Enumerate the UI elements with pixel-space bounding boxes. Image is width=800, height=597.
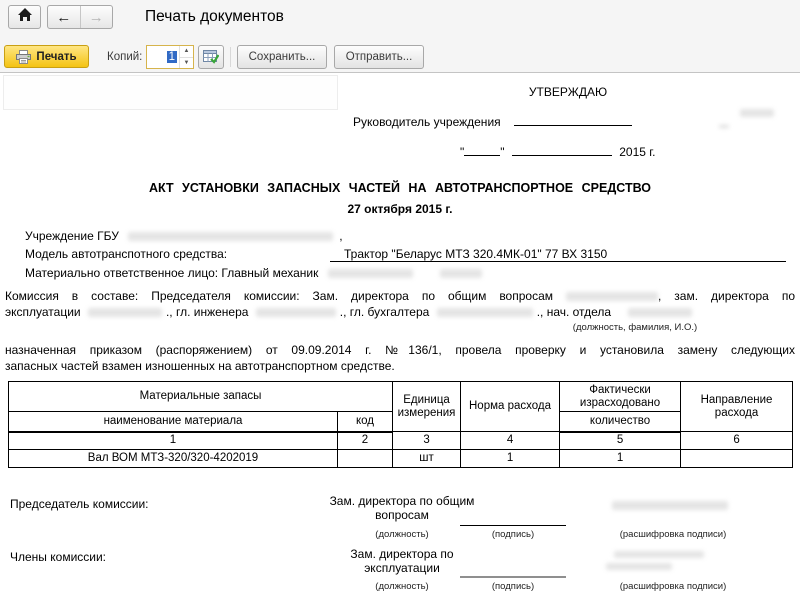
col-number: 6 <box>681 432 793 450</box>
signature-role-2: Члены комиссии: <box>10 550 107 564</box>
redacted-signer-name-2b <box>606 563 672 570</box>
signature-line-1 <box>460 511 566 526</box>
forward-button[interactable] <box>81 6 113 28</box>
model-label: Модель автотранспотного средства: <box>25 247 228 261</box>
header-direction: Направление расхода <box>681 382 793 432</box>
page-title: Печать документов <box>145 8 284 25</box>
copies-spin-arrows <box>179 46 193 68</box>
redacted-responsible <box>328 269 413 278</box>
spin-up-icon: ▲ <box>183 48 190 55</box>
responsible-label: Материально ответственное лицо: Главный механик <box>25 266 319 280</box>
sign-caption-1: (подпись) <box>491 529 535 540</box>
header-material-group: Материальные запасы <box>9 382 393 412</box>
spin-down-button[interactable] <box>180 58 193 69</box>
name-caption-2: (расшифровка подписи) <box>619 581 727 592</box>
table-number-row <box>9 432 793 450</box>
redacted-name <box>437 308 533 317</box>
institution-label: Учреждение ГБУ <box>25 229 119 243</box>
cell-actual: 1 <box>560 450 681 468</box>
responsible-line <box>25 266 482 280</box>
cell-norm: 1 <box>461 450 560 468</box>
manager-line <box>353 113 632 129</box>
commission-seg2: , зам. директора по <box>658 289 795 303</box>
manager-label: Руководитель учреждения <box>353 115 501 129</box>
forward-icon: → <box>88 8 104 26</box>
redacted-mark <box>719 125 729 128</box>
table-header-row-1 <box>9 382 793 412</box>
redacted-responsible-2 <box>440 269 482 278</box>
year-label: 2015 г. <box>619 145 656 159</box>
header-unit: Единица измерения <box>393 382 461 432</box>
commission-seg1: Комиссия в составе: Председателя комиссии: Зам. директора по общим вопросам <box>5 289 554 303</box>
save-button-label: Сохранить... <box>248 51 316 63</box>
sign-caption-2: (подпись) <box>491 581 535 592</box>
header-quantity: количество <box>560 412 681 432</box>
header-name: наименование материала <box>9 412 338 432</box>
send-button-label: Отправить... <box>345 51 413 63</box>
cell-direction <box>681 450 793 468</box>
header-norm: Норма расхода <box>461 382 560 432</box>
header-actual: Фактически израсходовано <box>560 382 681 412</box>
commission-line-1 <box>5 289 795 303</box>
quote-open: " <box>460 145 465 159</box>
document-title: АКТ УСТАНОВКИ ЗАПАСНЫХ ЧАСТЕЙ НА АВТОТРАНСПОРТНОЕ СРЕДСТВО <box>148 181 652 195</box>
quote-close: " <box>500 145 505 159</box>
cell-unit: шт <box>393 450 461 468</box>
spin-down-icon: ▼ <box>183 59 190 66</box>
header-code: код <box>338 412 393 432</box>
home-icon <box>17 8 33 27</box>
copies-stepper[interactable] <box>146 45 194 69</box>
signature-line-2 <box>460 562 566 578</box>
save-button[interactable] <box>237 45 327 69</box>
signature-role-1: Председатель комиссии: <box>10 497 149 511</box>
commission-line-2 <box>5 305 795 319</box>
commission-note: (должность, фамилия, И.О.) <box>572 322 698 333</box>
table-check-icon <box>203 50 219 64</box>
order-line-2: запасных частей взамен изношенных на автотранспортном средстве. <box>5 359 395 373</box>
month-line <box>512 143 612 156</box>
commission-seg6: ., нач. отдела <box>536 305 612 319</box>
print-button-label: Печать <box>36 50 77 63</box>
institution-tail: , <box>339 229 343 243</box>
redacted-name <box>256 308 336 317</box>
back-icon: ← <box>56 8 72 26</box>
send-button[interactable] <box>334 45 424 69</box>
order-line-1: назначенная приказом (распоряжением) от 09.09.2014 г. №136/1, провела проверку и установила замену следующих <box>5 343 795 357</box>
commission-seg4: ., гл. инженера <box>165 305 249 319</box>
approve-date-line <box>460 143 656 159</box>
print-button[interactable] <box>4 45 89 68</box>
redacted-mark <box>740 109 774 117</box>
signature-position-2: Зам. директора по эксплуатации <box>350 547 454 575</box>
col-number: 2 <box>338 432 393 450</box>
institution-line <box>25 229 343 243</box>
commission-seg3: эксплуатации <box>5 305 81 319</box>
cell-name: Вал ВОМ МТЗ-320/320-4202019 <box>9 450 338 468</box>
document-date: 27 октября 2015 г. <box>347 202 453 216</box>
toolbar-separator <box>230 47 231 67</box>
position-caption-1: (должность) <box>375 529 429 540</box>
print-settings-button[interactable] <box>198 45 224 69</box>
signature-position-1: Зам. директора по общим вопросам <box>329 494 475 522</box>
model-value: Трактор "Беларус МТЗ 320.4МК-01" 77 ВХ 3150 <box>344 247 608 261</box>
copies-input[interactable] <box>147 46 179 68</box>
table-row <box>9 450 793 468</box>
commission-seg5: ., гл. бухгалтера <box>339 305 430 319</box>
redacted-signer-name-1 <box>612 501 728 510</box>
home-button[interactable] <box>8 5 41 29</box>
day-line <box>464 143 500 156</box>
back-button[interactable] <box>48 6 81 28</box>
name-caption-1: (расшифровка подписи) <box>619 529 727 540</box>
col-number: 4 <box>461 432 560 450</box>
copies-value: 1 <box>168 51 175 63</box>
col-number: 1 <box>9 432 338 450</box>
redacted-header-block <box>3 75 338 110</box>
manager-signature-line <box>514 113 632 126</box>
history-nav-group <box>47 5 113 29</box>
col-number: 5 <box>560 432 681 450</box>
copies-label: Копий: <box>107 51 143 63</box>
document-preview <box>0 72 800 597</box>
redacted-institution <box>128 232 333 241</box>
model-value-line <box>330 247 786 262</box>
cell-code <box>338 450 393 468</box>
redacted-signer-name-2 <box>614 551 704 558</box>
redacted-name <box>88 308 162 317</box>
redacted-name <box>628 308 692 317</box>
col-number: 3 <box>393 432 461 450</box>
redacted-name <box>566 292 658 301</box>
approve-stamp: УТВЕРЖДАЮ <box>528 85 608 99</box>
position-caption-2: (должность) <box>375 581 429 592</box>
spares-table <box>8 381 793 468</box>
spin-up-button[interactable] <box>180 46 193 58</box>
printer-icon <box>16 50 31 64</box>
